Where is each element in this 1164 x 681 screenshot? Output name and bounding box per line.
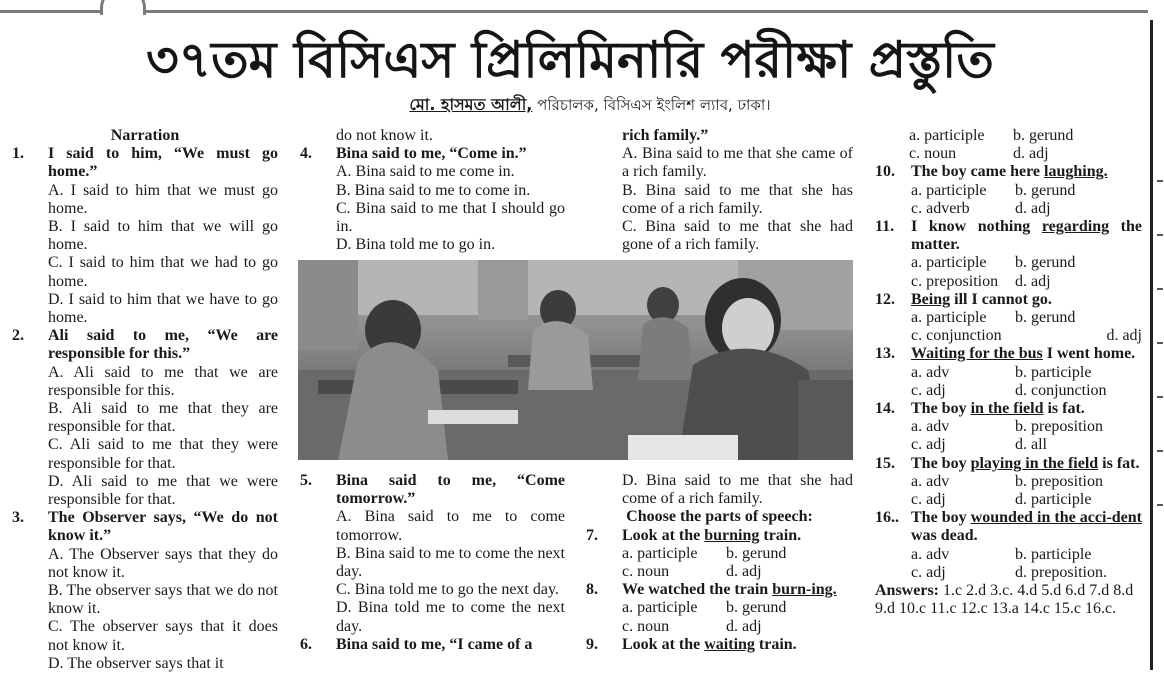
top-tab-decoration bbox=[100, 0, 146, 15]
question-14: 14. The boy in the field is fat. a. adv b. preposition c. adj d. all bbox=[875, 400, 1142, 455]
option: c. conjunction bbox=[911, 327, 1002, 345]
byline-role: পরিচালক, বিসিএস ইংলিশ ল্যাব, ঢাকা। bbox=[537, 96, 771, 114]
column-3-top bbox=[586, 127, 853, 254]
question-text: Bina said to me, “Come tomorrow.” bbox=[336, 472, 565, 508]
question-number: 2. bbox=[12, 327, 24, 345]
option: b. participle bbox=[1015, 363, 1092, 381]
option: b. gerund bbox=[1013, 127, 1074, 144]
option: D. I said to him that we have to go home. bbox=[48, 290, 278, 327]
option: a. adv bbox=[911, 418, 950, 436]
question-number: 1. bbox=[12, 145, 24, 163]
column-2-top bbox=[300, 127, 565, 254]
question-12: 12. Being ill I cannot go. a. participle b. gerund c. conjunction d. adj bbox=[875, 290, 1142, 345]
option: d. preposition. bbox=[1015, 563, 1107, 581]
question-10: 10. The boy came here laughing. a. participle b. gerund c. adverb d. adj bbox=[875, 163, 1142, 218]
column-2-bottom bbox=[300, 472, 565, 654]
option: D. The observer says that it bbox=[48, 654, 224, 672]
question-number: 4. bbox=[300, 145, 312, 163]
option: B. Bina said to me to come the next day. bbox=[336, 544, 565, 581]
option: c. preposition bbox=[911, 272, 999, 290]
question-7: 7. Look at the burning train. a. participle b. gerund c. noun d. adj bbox=[586, 527, 853, 582]
exam-hall-photo-illustration bbox=[298, 260, 853, 460]
question-number: 15. bbox=[875, 454, 895, 472]
question-number: 9. bbox=[586, 635, 598, 653]
question-number: 13. bbox=[875, 345, 895, 363]
option: a. adv bbox=[911, 472, 950, 490]
byline bbox=[300, 94, 880, 118]
question-15: 15. The boy playing in the field is fat. a. adv b. preposition c. adj d. participle bbox=[875, 455, 1142, 510]
option: c. adverb bbox=[911, 199, 970, 217]
answer-key bbox=[875, 582, 1142, 618]
underlined-word: Being bbox=[911, 290, 951, 308]
option: d. adj bbox=[1013, 145, 1049, 163]
question-text: Ali said to me, “We are responsible for this.” bbox=[48, 327, 278, 363]
underlined-word: laughing. bbox=[1044, 163, 1108, 181]
question-11: 11. I know nothing regarding the matter. a. participle b. gerund c. preposition d. adj bbox=[875, 218, 1143, 290]
question-number: 7. bbox=[586, 526, 598, 544]
underlined-word: regarding bbox=[1041, 218, 1110, 236]
option: b. participle bbox=[1015, 545, 1092, 563]
question-13: 13. Waiting for the bus I went home. a. adv b. participle c. adj d. conjunction bbox=[875, 345, 1142, 400]
option: b. gerund bbox=[1015, 254, 1076, 272]
answer-key-label: Answers: bbox=[875, 582, 939, 600]
option-continued: do not know it. bbox=[336, 127, 433, 144]
question-number: 3. bbox=[12, 509, 24, 527]
underlined-word: burning bbox=[704, 526, 760, 544]
question-1 bbox=[12, 145, 278, 327]
question-number: 10. bbox=[875, 163, 895, 181]
option: b. gerund bbox=[726, 544, 787, 562]
question-number: 5. bbox=[300, 472, 312, 489]
underlined-word: in the field bbox=[970, 400, 1044, 418]
edge-marks bbox=[1157, 180, 1164, 600]
option: d. adj bbox=[726, 617, 762, 635]
exam-hall-photo bbox=[298, 260, 853, 460]
question-number: 16.. bbox=[875, 509, 899, 527]
section-heading-parts-of-speech: Choose the parts of speech: bbox=[626, 508, 813, 526]
option: d. adj bbox=[1015, 272, 1051, 290]
option: d. adj bbox=[1015, 199, 1051, 217]
option: A. I said to him that we must go home. bbox=[48, 181, 278, 217]
option: A. The Observer says that they do not know it. bbox=[48, 545, 278, 581]
question-text: The Observer says, “We do not know it.” bbox=[48, 509, 278, 545]
underlined-word: burn-ing. bbox=[772, 581, 837, 599]
option: C. Ali said to me that they were responsible for that. bbox=[48, 436, 278, 472]
option: a. adv bbox=[911, 545, 950, 563]
column-3-bottom bbox=[586, 472, 853, 654]
question-16: 16.. The boy wounded in the acci-dent was dead. a. adv b. participle c. adj d. preposition. bbox=[875, 509, 1143, 581]
option: B. Bina said to me that she has come of a rich family. bbox=[622, 181, 853, 217]
option: B. I said to him that we will go home. bbox=[48, 218, 278, 254]
option: c. adj bbox=[911, 436, 946, 454]
option: c. noun bbox=[909, 145, 957, 163]
option: d. conjunction bbox=[1015, 381, 1107, 399]
option: D. Bina told me to go in. bbox=[336, 236, 496, 254]
option: B. The observer says that we do not know it. bbox=[48, 582, 278, 618]
option: D. Bina said to me that she had come of a rich family. bbox=[622, 472, 853, 508]
option: c. noun bbox=[622, 617, 670, 635]
option: c. noun bbox=[622, 563, 670, 581]
column-1 bbox=[12, 127, 278, 673]
option: b. gerund bbox=[1015, 181, 1076, 199]
question-4 bbox=[300, 145, 565, 254]
question-number: 6. bbox=[300, 635, 312, 653]
option: c. adj bbox=[911, 491, 946, 509]
question-number: 11. bbox=[875, 218, 895, 236]
question-text: Bina said to me, “I came of a bbox=[336, 635, 533, 653]
question-text-continued: rich family.” bbox=[622, 127, 709, 144]
option: C. The observer says that it does not know it. bbox=[48, 618, 278, 654]
option: a. adv bbox=[911, 363, 950, 381]
section-heading-narration: Narration bbox=[110, 127, 180, 144]
page-title: ৩৭তম বিসিএস প্রিলিমিনারি পরীক্ষা প্রস্তুতি bbox=[146, 31, 994, 89]
question-9-options bbox=[875, 127, 1142, 163]
option: D. Ali said to me that we were responsible for that. bbox=[48, 472, 278, 509]
question-2 bbox=[12, 327, 278, 509]
top-rule bbox=[0, 10, 1148, 13]
question-text: Bina said to me, “Come in.” bbox=[336, 145, 527, 163]
option: C. Bina said to me that she had gone of a rich family. bbox=[622, 218, 853, 254]
option: b. gerund bbox=[1015, 309, 1076, 327]
option: B. Bina said to me to come in. bbox=[336, 181, 531, 199]
column-4 bbox=[875, 127, 1142, 618]
option: A. Ali said to me that we are responsible for this. bbox=[48, 363, 278, 399]
option: d. adj bbox=[1106, 327, 1142, 345]
option: c. adj bbox=[911, 563, 946, 581]
underlined-word: playing in the field bbox=[970, 454, 1099, 472]
option: a. participle bbox=[622, 544, 698, 562]
option: d. participle bbox=[1015, 491, 1092, 509]
option: A. Bina said to me to come tomorrow. bbox=[336, 508, 565, 544]
answer-key-text: 1.c 2.d 3.c. 4.d 5.d 6.d 7.d 8.d 9.d 10.c 11.c 12.c 13.a 14.c 15.c 16.c. bbox=[875, 582, 1134, 618]
question-number: 12. bbox=[875, 290, 895, 308]
question-9: 9. Look at the waiting train. bbox=[586, 635, 797, 653]
option: b. preposition bbox=[1015, 418, 1103, 436]
option: d. all bbox=[1015, 436, 1047, 454]
option: a. participle bbox=[911, 181, 987, 199]
option: C. Bina said to me that I should go in. bbox=[336, 199, 565, 236]
byline-author: মো. হাসমত আলী, bbox=[409, 95, 533, 114]
question-6 bbox=[300, 636, 565, 654]
option: A. Bina said to me that she came of a rich family. bbox=[622, 145, 853, 181]
option: C. Bina told me to go the next day. bbox=[336, 581, 559, 599]
question-3 bbox=[12, 509, 278, 673]
question-number: 14. bbox=[875, 400, 895, 418]
question-number: 8. bbox=[586, 581, 598, 599]
option: D. Bina told me to come the next day. bbox=[336, 599, 565, 635]
option: c. adj bbox=[911, 381, 946, 399]
option: C. I said to him that we had to go home. bbox=[48, 254, 278, 290]
option: d. adj bbox=[726, 563, 762, 581]
option: b. preposition bbox=[1015, 472, 1103, 490]
option: A. Bina said to me come in. bbox=[336, 163, 515, 181]
option: B. Ali said to me that they are responsible for that. bbox=[48, 400, 278, 436]
option: a. participle bbox=[911, 254, 987, 272]
question-8: 8. We watched the train burn-ing. a. participle b. gerund c. noun d. adj bbox=[586, 581, 853, 636]
option: a. participle bbox=[911, 309, 987, 327]
underlined-word: wounded in the acci-dent bbox=[970, 509, 1143, 527]
question-5 bbox=[300, 472, 565, 636]
option: b. gerund bbox=[726, 599, 787, 617]
underlined-word: Waiting for the bus bbox=[911, 345, 1043, 363]
right-column-rule bbox=[1150, 20, 1153, 670]
option: a. participle bbox=[622, 599, 698, 617]
option: a. participle bbox=[909, 127, 985, 144]
underlined-word: waiting bbox=[704, 635, 755, 653]
question-text: I said to him, “We must go home.” bbox=[48, 145, 278, 181]
